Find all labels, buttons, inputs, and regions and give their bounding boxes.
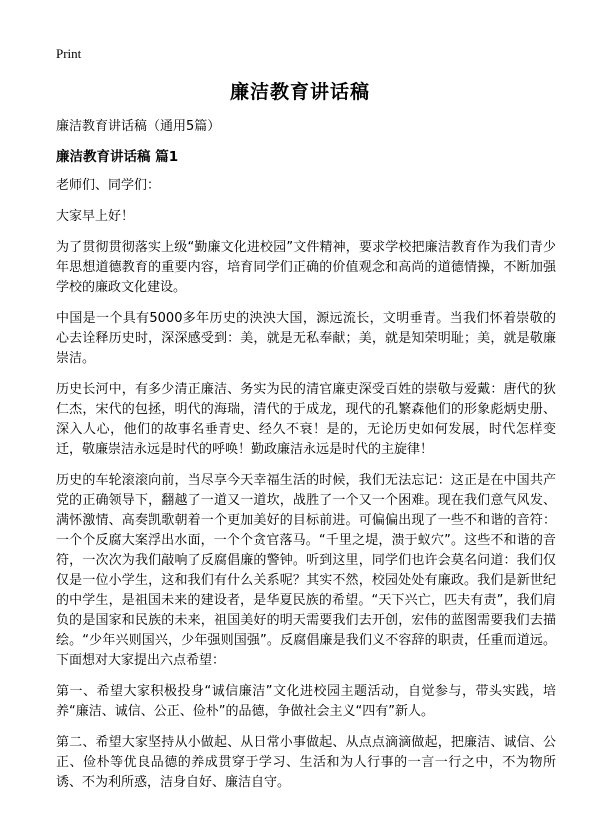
- document-body: [56, 116, 556, 804]
- paragraph: 历史长河中，有多少清正廉洁、务实为民的清官廉吏深受百姓的崇敬与爱戴：唐代的狄仁杰，宋代的包拯，明代的海瑞，清代的于成龙，现代的孔繁森他们的形象彪炳史册、深入人心，他们的故事名垂青史、经久不衰！是的，无论历史如何发展，时代怎样变迁，敬廉崇洁永远是时代的呼唤！勤政廉洁永远是时代的主旋律！: [56, 382, 556, 457]
- paragraph: 第一、希望大家积极投身“诚信廉洁”文化进校园主题活动，自觉参与，带头实践，培养“廉洁、诚信、公正、俭朴”的品德，争做社会主义“四有”新人。: [56, 684, 556, 719]
- print-label: Print: [56, 46, 82, 61]
- paragraph: 历史的车轮滚滚向前，当尽享今天幸福生活的时候，我们无法忘记：这正是在中国共产党的正确领导下，翻越了一道又一道坎，战胜了一个又一个困难。现在我们意气风发、满怀激情、高奏凯歌朝着一个更加美好的目标前进。可偏偏出现了一些不和谐的音符：一个个反腐大案浮出水面，一个个贪官落马。“千里之堤，溃于蚁穴”。这些不和谐的音符，一次次为我们敲响了反腐倡廉的警钟。听到这里，同学们也许会莫名问道：我们仅仅是一位小学生，这和我们有什么关系呢？其实不然，校园处处有廉政。我们是新世纪的中学生，是祖国未来的建设者，是华夏民族的希望。“天下兴亡，匹夫有责”，我们肩负的是国家和民族的未来，祖国美好的明天需要我们去开创，宏伟的蓝图需要我们去描绘。“少年兴则国兴，少年强则国强”。反腐倡廉是我们义不容辞的职责，任重而道远。下面想对大家提出六点希望：: [56, 473, 556, 668]
- paragraph: 中国是一个具有5000多年历史的泱泱大国，源远流长，文明垂青。当我们怀着崇敬的心去诠释历史时，深深感受到：美，就是无私奉献；美，就是知荣明耻；美，就是敬廉崇洁。: [56, 311, 556, 366]
- paragraph: 为了贯彻贯彻落实上级“勤廉文化进校园”文件精神，要求学校把廉洁教育作为我们青少年思想道德教育的重要内容，培育同学们正确的价值观念和高尚的道德情操，不断加强学校的廉政文化建设。: [56, 240, 556, 295]
- document-title: 廉洁教育讲话稿: [229, 81, 370, 103]
- document-subtitle: 廉洁教育讲话稿（通用5篇）: [56, 119, 221, 134]
- paragraph-good-morning: 大家早上好！: [56, 209, 135, 224]
- paragraph: 第二、希望大家坚持从小做起、从日常小事做起、从点点滴滴做起，把廉洁、诚信、公正、俭朴等优良品德的养成贯穿于学习、生活和为人行事的一言一行之中，不为物所诱、不为利所惑，洁身自好、廉洁自守。: [56, 735, 556, 790]
- paragraph-greeting: 老师们、同学们：: [56, 178, 161, 193]
- section-heading: 廉洁教育讲话稿 篇1: [56, 149, 179, 165]
